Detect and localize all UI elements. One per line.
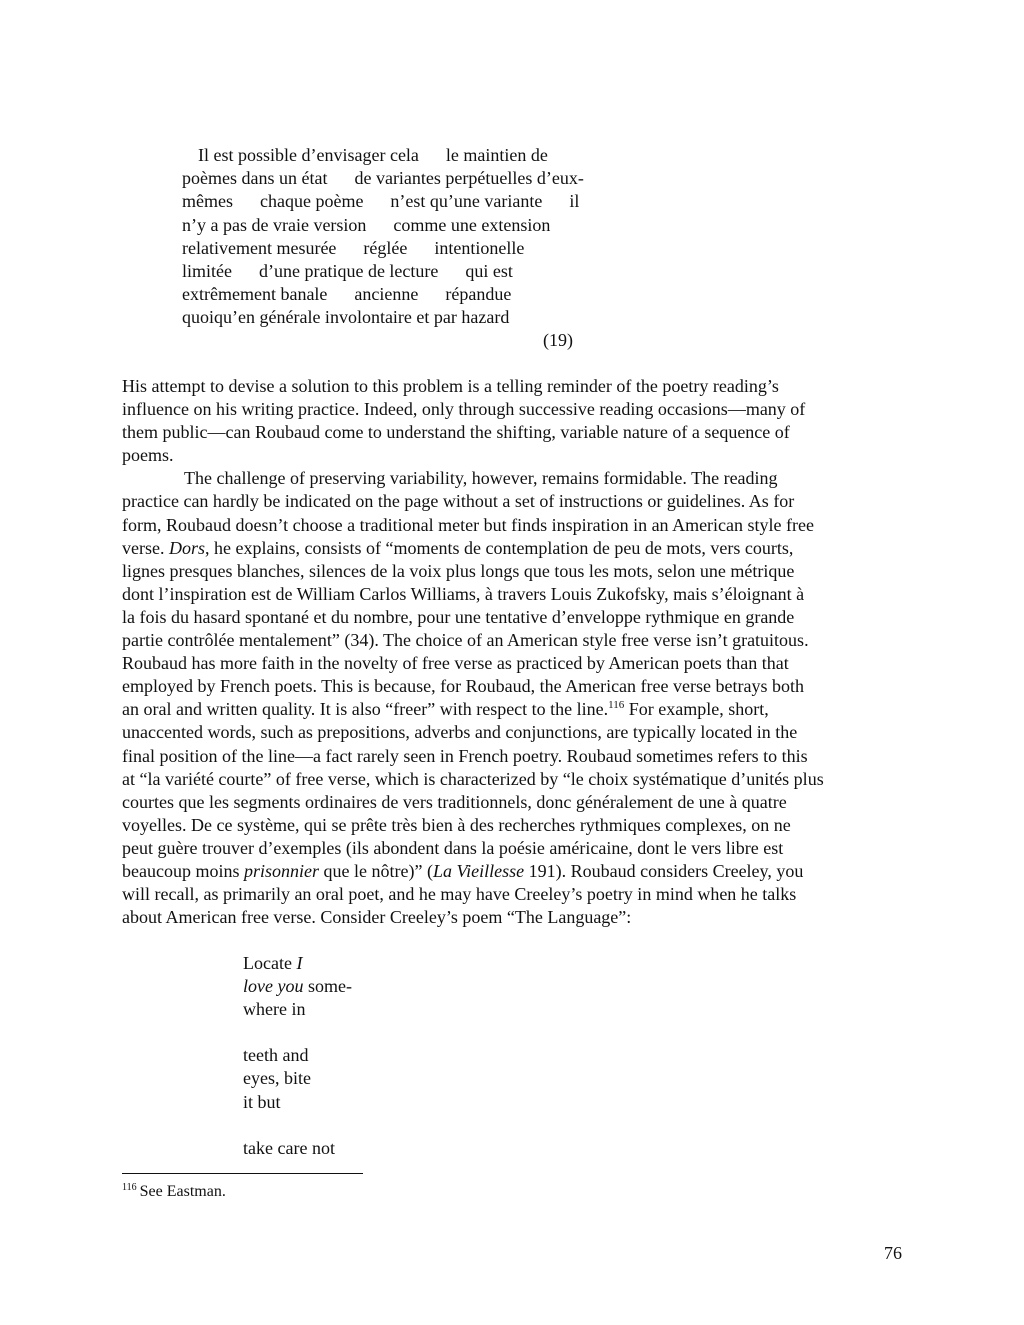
poem-line: eyes, bite [243, 1068, 311, 1089]
body-line: employed by French poets. This is because, for Roubaud, the American free verse betrays both [122, 676, 804, 697]
quote-line: limitée d’une pratique de lecture qui est [182, 261, 513, 282]
footnote-reference[interactable]: 116 [608, 699, 625, 712]
footnote-text: See Eastman. [139, 1183, 226, 1200]
body-line: The challenge of preserving variability, however, remains formidable. The reading [184, 468, 778, 489]
block-quote [182, 144, 652, 330]
italic-title-dors: Dors [168, 537, 205, 558]
body-line: His attempt to devise a solution to this problem is a telling reminder of the poetry reading’s [122, 376, 779, 396]
body-line: courtes que les segments ordinaires de vers traditionnels, donc généralement de une à quatre [122, 791, 787, 812]
body-line [122, 537, 912, 560]
body-line: them public—can Roubaud come to understand the shifting, variable nature of a sequence of [122, 422, 790, 443]
quote-line: n’y a pas de vraie version comme une extension [182, 214, 551, 235]
body-text [122, 375, 912, 929]
italic-title-la-vieillesse: La Vieillesse [432, 860, 525, 881]
body-text-run: , he explains, consists of “moments de contemplation de peu de mots, vers courts, [205, 537, 794, 558]
body-line: poems. [122, 445, 174, 466]
body-text-run: que le nôtre)” ( [319, 860, 433, 881]
poem-italic-i: I [296, 953, 303, 973]
footnote-number: 116 [122, 1182, 137, 1193]
body-line: Roubaud has more faith in the novelty of free verse as practiced by American poets than that [122, 653, 789, 674]
body-line: peut guère trouver d’exemples (ils abondent dans la poésie américaine, dont le vers libre est [122, 837, 784, 858]
poem-line: where in [243, 999, 306, 1020]
quote-line: quoiqu’en générale involontaire et par hazard [182, 307, 510, 328]
quote-line: relativement mesurée réglée intentionelle [182, 237, 525, 258]
body-text-run: beaucoup moins [122, 860, 244, 881]
body-line: form, Roubaud doesn’t choose a traditional meter but finds inspiration in an American style free [122, 514, 814, 535]
body-line: dont l’inspiration est de William Carlos Williams, à travers Louis Zukofsky, mais s’éloignant à [122, 583, 805, 604]
footnote [122, 1182, 226, 1202]
body-line: lignes presques blanches, silences de la voix plus longs que tous les mots, selon une métrique [122, 560, 795, 581]
body-line: la fois du hasard spontané et du nombre, pour une tentative d’enveloppe rythmique en grande [122, 606, 795, 627]
poem-italic-love-you: love you [243, 976, 304, 997]
body-line: influence on his writing practice. Indeed, only through successive reading occasions—many of [122, 399, 806, 420]
body-line: practice can hardly be indicated on the page without a set of instructions or guidelines. As for [122, 491, 795, 512]
quote-line: poèmes dans un état de variantes perpétuelles d’eux- [182, 168, 584, 189]
body-line: partie contrôlée mentalement” (34). The choice of an American style free verse isn’t gratuitous. [122, 630, 809, 651]
quote-line: Il est possible d’envisager cela le maintien de [198, 145, 548, 165]
poem-line [243, 952, 352, 975]
poem-excerpt [243, 952, 352, 1160]
page-number: 76 [884, 1243, 902, 1263]
quote-line: extrêmement banale ancienne répandue [182, 284, 512, 305]
body-line: about American free verse. Consider Creeley’s poem “The Language”: [122, 907, 632, 928]
body-text-run: verse. [122, 537, 169, 558]
body-line [122, 698, 912, 721]
stanza-break [243, 1114, 352, 1137]
body-line: unaccented words, such as prepositions, adverbs and conjunctions, are typically located in the [122, 722, 798, 743]
poem-text-run: Locate [243, 953, 297, 973]
body-text-run: For example, short, [624, 699, 769, 720]
body-line: voyelles. De ce système, qui se prête très bien à des recherches rythmiques complexes, on ne [122, 814, 791, 835]
poem-line [243, 975, 352, 998]
poem-line: it but [243, 1091, 281, 1112]
stanza-break [243, 1021, 352, 1044]
italic-word-prisonnier: prisonnier [243, 860, 319, 881]
body-line [122, 860, 912, 883]
body-line: will recall, as primarily an oral poet, and he may have Creeley’s poetry in mind when he talks [122, 884, 797, 905]
quote-line: mêmes chaque poème n’est qu’une variante il [182, 191, 580, 212]
footnote-divider [122, 1173, 363, 1174]
quote-citation: (19) [543, 330, 573, 350]
body-line: final position of the line—a fact rarely seen in French poetry. Roubaud sometimes refers to this [122, 745, 808, 766]
poem-text-run: some- [303, 976, 352, 997]
poem-line: take care not [243, 1137, 335, 1158]
poem-line: teeth and [243, 1045, 309, 1066]
body-text-run: an oral and written quality. It is also “freer” with respect to the line. [122, 699, 609, 720]
body-line: at “la variété courte” of free verse, which is characterized by “le choix systématique d’unités plus [122, 768, 824, 789]
body-text-run: 191). Roubaud considers Creeley, you [524, 860, 804, 881]
